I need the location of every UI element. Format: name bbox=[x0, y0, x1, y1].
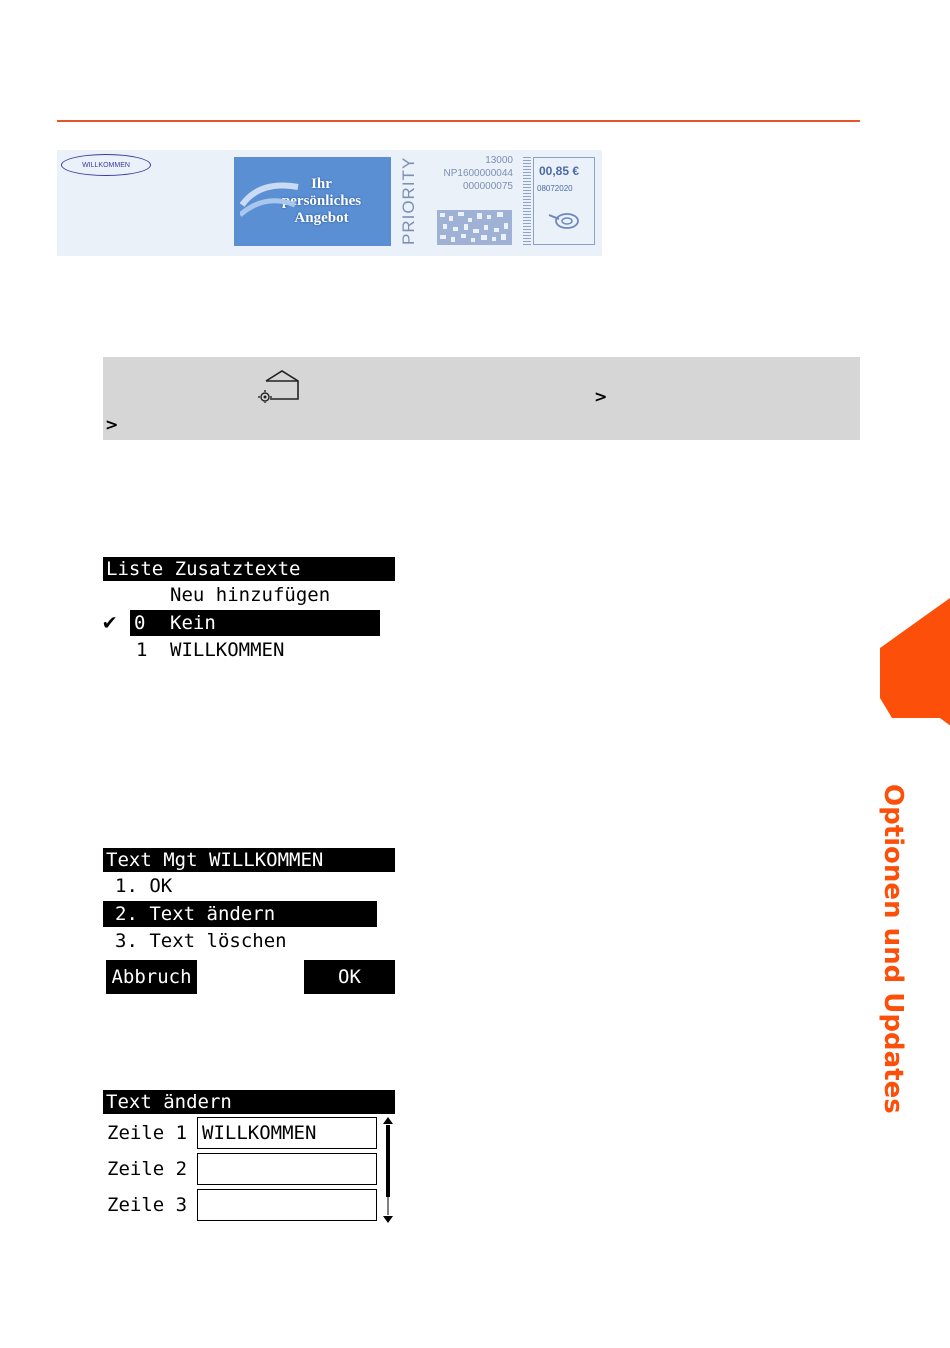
line-label: Zeile 1 bbox=[107, 1122, 188, 1144]
menu-option-selected[interactable]: 2. Text ändern bbox=[103, 901, 377, 927]
screen-title: Text ändern bbox=[103, 1090, 395, 1114]
screen-text-management bbox=[103, 848, 395, 994]
datamatrix-icon bbox=[437, 210, 512, 245]
screen-title: Text Mgt WILLKOMMEN bbox=[103, 848, 395, 872]
list-item-number: 0 bbox=[134, 612, 146, 634]
list-item-number: 1 bbox=[136, 639, 148, 661]
add-new-item[interactable]: Neu hinzufügen bbox=[170, 584, 331, 606]
fluorescent-bars bbox=[523, 157, 531, 245]
screen-edit-text bbox=[103, 1090, 395, 1225]
piece-counter: 000000075 bbox=[462, 181, 513, 192]
header-rule bbox=[57, 120, 860, 122]
ad-line-1: Ihr bbox=[311, 176, 332, 192]
line-2-input[interactable] bbox=[197, 1153, 377, 1185]
scrollbar[interactable] bbox=[382, 1117, 394, 1225]
screen-text-list bbox=[103, 557, 395, 667]
list-item-label: WILLKOMMEN bbox=[170, 639, 285, 661]
menu-option[interactable]: 1. OK bbox=[115, 875, 173, 897]
postal-code: 13000 bbox=[485, 155, 513, 166]
line-label: Zeile 3 bbox=[107, 1194, 188, 1216]
envelope-settings-icon bbox=[258, 369, 302, 403]
ad-text-label: WILLKOMMEN bbox=[82, 161, 130, 169]
list-item[interactable] bbox=[130, 637, 380, 663]
menu-option[interactable]: 3. Text löschen bbox=[115, 930, 287, 952]
ad-line-2: persönliches bbox=[281, 193, 362, 209]
path-separator: > bbox=[594, 387, 608, 406]
line-1-input[interactable]: WILLKOMMEN bbox=[197, 1117, 377, 1149]
chapter-title bbox=[870, 784, 910, 1114]
ad-line-3: Angebot bbox=[294, 210, 349, 226]
line-3-input[interactable] bbox=[197, 1189, 377, 1221]
posthorn-icon bbox=[547, 210, 581, 232]
chapter-title-text: Optionen und Updates bbox=[878, 784, 908, 1114]
ok-button[interactable]: OK bbox=[304, 960, 395, 994]
advertisement-slogan bbox=[234, 157, 391, 246]
checkmark-icon: ✔ bbox=[103, 610, 117, 635]
meter-numbers bbox=[413, 154, 513, 193]
path-separator: > bbox=[105, 415, 119, 434]
list-item-label: Kein bbox=[170, 612, 216, 634]
list-item-selected[interactable] bbox=[130, 610, 380, 636]
meter-id: NP1600000044 bbox=[443, 168, 513, 179]
postage-value: 00,85 € bbox=[539, 164, 580, 178]
navigation-path bbox=[103, 357, 860, 440]
chapter-tab bbox=[880, 598, 950, 763]
cancel-button[interactable]: Abbruch bbox=[106, 960, 197, 994]
screen-title: Liste Zusatztexte bbox=[103, 557, 395, 581]
franking-imprint bbox=[57, 150, 602, 256]
line-label: Zeile 2 bbox=[107, 1158, 188, 1180]
ad-text-oval bbox=[61, 154, 151, 176]
postage-date: 08072020 bbox=[537, 184, 573, 193]
service-label: PRIORITY bbox=[399, 156, 418, 245]
wave-graphic-icon bbox=[240, 175, 300, 225]
